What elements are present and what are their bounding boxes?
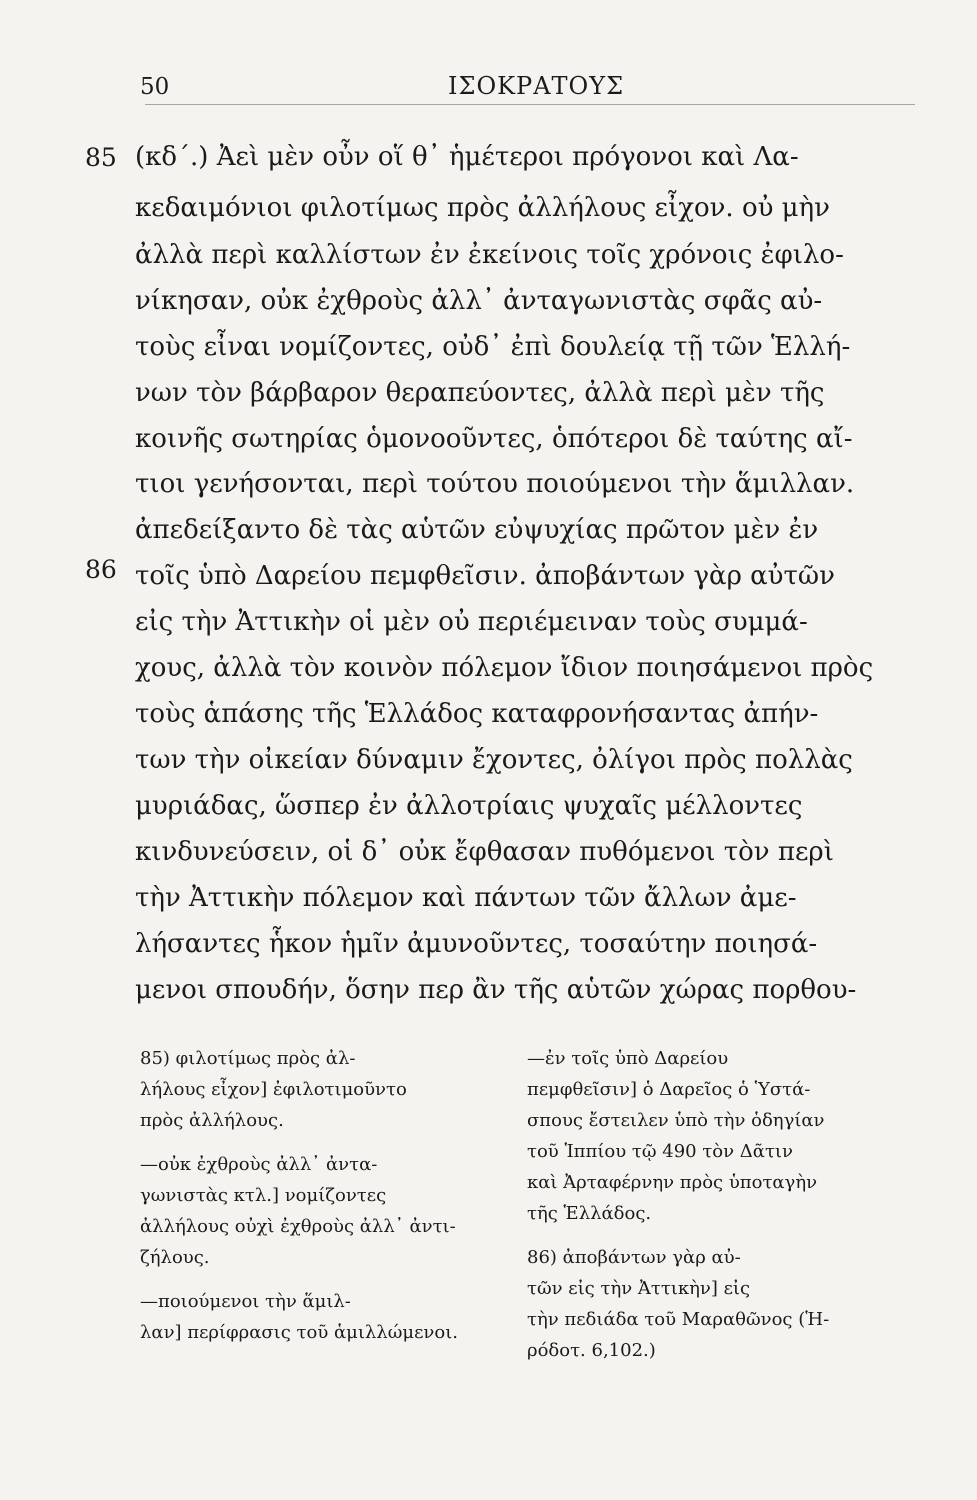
text-line: τοὺς εἶναι νομίζοντες, οὐδ᾽ ἐπὶ δουλείᾳ τῇ τῶν Ἑλλή- [135,332,851,362]
footnote-line: 86) ἀποβάντων γὰρ αὐ- [527,1247,741,1268]
text-line: των τὴν οἰκείαν δύναμιν ἔχοντες, ὀλίγοι πρὸς πολλὰς [135,745,853,775]
page-header [0,66,977,106]
text-line: μυριάδας, ὥσπερ ἐν ἀλλοτρίαις ψυχαῖς μέλλοντες [135,791,803,821]
footnote-line: 85) φιλοτίμως πρὸς ἀλ- [140,1048,356,1069]
text-line: νων τὸν βάρβαρον θεραπεύοντες, ἀλλὰ περὶ μὲν τῆς [135,378,825,408]
text-line: μενοι σπουδήν, ὅσην περ ἂν τῆς αὑτῶν χώρας πορθου- [135,975,857,1005]
text-line: εἰς τὴν Ἀττικὴν οἱ μὲν οὐ περιέμειναν τοὺς συμμά- [135,607,808,637]
text-line: κεδαιμόνιοι φιλοτίμως πρὸς ἀλλήλους εἶχον. οὐ μὴν [135,193,830,223]
text-line: τοὺς ἁπάσης τῆς Ἑλλάδος καταφρονήσαντας ἀπήν- [135,699,819,729]
footnote-line: σπους ἔστειλεν ὑπὸ τὴν ὁδηγίαν [527,1110,825,1131]
footnote-line: τὴν πεδιάδα τοῦ Μαραθῶνος (Ἡ- [527,1309,830,1330]
footnote-line: τῆς Ἑλλάδος. [527,1203,652,1224]
text-line: (κδ΄.) Ἀεὶ μὲν οὖν οἵ θ᾽ ἡμέτεροι πρόγονοι καὶ Λα- [135,142,799,172]
section-number-85: 85 [85,143,117,172]
text-line: νίκησαν, οὐκ ἐχθροὺς ἀλλ᾽ ἀνταγωνιστὰς σφᾶς αὐ- [135,286,823,316]
text-line: λήσαντες ἧκον ἡμῖν ἀμυνοῦντες, τοσαύτην ποιησά- [135,929,818,959]
footnote-line: ρόδοτ. 6,102.) [527,1340,656,1361]
footnote-line: γωνιστὰς κτλ.] νομίζοντες [140,1185,387,1206]
text-line: κοινῆς σωτηρίας ὁμονοοῦντες, ὁπότεροι δὲ ταύτης αἴ- [135,424,853,454]
text-line: χους, ἀλλὰ τὸν κοινὸν πόλεμον ἴδιον ποιησάμενοι πρὸς [135,653,874,683]
footnote-line: λαν] περίφρασις τοῦ ἁμιλλώμενοι. [140,1322,458,1343]
footnote-line: ἀλλήλους οὐχὶ ἐχθροὺς ἀλλ᾽ ἀντι- [140,1216,456,1237]
text-line: τὴν Ἀττικὴν πόλεμον καὶ πάντων τῶν ἄλλων ἀμε- [135,883,797,913]
section-number-86: 86 [85,555,117,584]
text-line: τιοι γενήσονται, περὶ τούτου ποιούμενοι τὴν ἅμιλλαν. [135,469,855,499]
footnote-line: —οὐκ ἐχθροὺς ἀλλ᾽ ἀντα- [140,1154,378,1175]
text-line: ἀπεδείξαντο δὲ τὰς αὑτῶν εὐψυχίας πρῶτον μὲν ἐν [135,515,819,545]
footnote-line: —ἐν τοῖς ὑπὸ Δαρείου [527,1048,729,1069]
text-line: ἀλλὰ περὶ καλλίστων ἐν ἐκείνοις τοῖς χρόνοις ἐφιλο- [135,240,844,270]
footnote-line: πρὸς ἀλλήλους. [140,1110,284,1131]
footnote-line: τοῦ Ἱππίου τῷ 490 τὸν Δᾶτιν [527,1141,793,1162]
footnote-line: πεμφθεῖσιν] ὁ Δαρεῖος ὁ Ὑστά- [527,1079,811,1100]
header-rule [145,104,915,105]
footnote-line: —ποιούμενοι τὴν ἅμιλ- [140,1291,351,1312]
page-number: 50 [140,74,170,100]
running-title: ΙΣΟΚΡΑΤΟΥΣ [448,72,625,100]
footnote-line: καὶ Ἀρταφέρνην πρὸς ὑποταγὴν [527,1172,818,1193]
footnote-line: τῶν εἰς τὴν Ἀττικὴν] εἰς [527,1278,751,1299]
footnote-line: ζήλους. [140,1247,210,1268]
footnote-line: λήλους εἶχον] ἐφιλοτιμοῦντο [140,1079,407,1100]
text-line: κινδυνεύσειν, οἱ δ᾽ οὐκ ἔφθασαν πυθόμενοι τὸν περὶ [135,837,834,867]
text-line: τοῖς ὑπὸ Δαρείου πεμφθεῖσιν. ἀποβάντων γὰρ αὐτῶν [135,561,835,591]
